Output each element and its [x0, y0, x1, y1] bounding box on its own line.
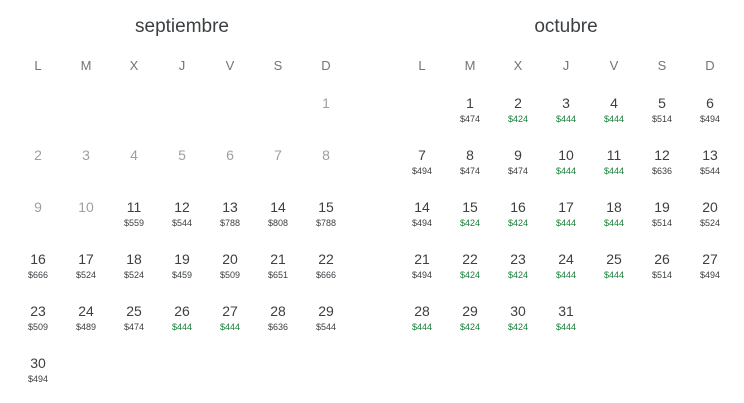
day-cell [62, 138, 110, 190]
day-price: $444 [555, 218, 577, 228]
day-price: $424 [507, 218, 529, 228]
day-cell[interactable] [542, 294, 590, 346]
day-price: $494 [699, 114, 721, 124]
day-cell[interactable] [494, 138, 542, 190]
day-price: $444 [555, 322, 577, 332]
day-price: $788 [315, 218, 337, 228]
empty-cell [158, 86, 206, 138]
day-price: $494 [411, 270, 433, 280]
day-number: 9 [34, 199, 42, 215]
day-cell[interactable] [542, 86, 590, 138]
day-cell[interactable] [206, 190, 254, 242]
weekday-label: S [657, 58, 667, 73]
day-number: 10 [78, 199, 94, 215]
weekday-header [398, 58, 734, 73]
day-price: $524 [699, 218, 721, 228]
day-number: 2 [514, 95, 522, 111]
day-price: $444 [219, 322, 241, 332]
day-number: 1 [466, 95, 474, 111]
day-price: $808 [267, 218, 289, 228]
empty-cell [254, 86, 302, 138]
day-cell[interactable] [302, 242, 350, 294]
day-price: $424 [459, 322, 481, 332]
day-grid [398, 86, 734, 346]
day-number: 9 [514, 147, 522, 163]
weekday-label: V [225, 58, 235, 73]
day-number: 5 [178, 147, 186, 163]
day-grid [14, 86, 350, 398]
day-price: $494 [699, 270, 721, 280]
day-cell[interactable] [14, 294, 62, 346]
day-price: $444 [603, 270, 625, 280]
weekday-label: L [418, 58, 426, 73]
day-cell [302, 138, 350, 190]
calendar-month-october [398, 0, 734, 403]
day-number: 25 [606, 251, 622, 267]
day-number: 26 [654, 251, 670, 267]
weekday-label: J [178, 58, 186, 73]
day-cell[interactable] [590, 242, 638, 294]
day-cell [302, 86, 350, 138]
day-number: 28 [414, 303, 430, 319]
day-number: 17 [78, 251, 94, 267]
day-price: $444 [603, 218, 625, 228]
day-cell[interactable] [398, 138, 446, 190]
day-number: 27 [222, 303, 238, 319]
day-number: 24 [78, 303, 94, 319]
day-cell[interactable] [158, 294, 206, 346]
day-cell[interactable] [638, 242, 686, 294]
day-number: 15 [462, 199, 478, 215]
day-number: 16 [510, 199, 526, 215]
day-cell[interactable] [158, 190, 206, 242]
day-cell[interactable] [446, 242, 494, 294]
day-cell[interactable] [302, 294, 350, 346]
day-price: $444 [555, 114, 577, 124]
day-number: 5 [658, 95, 666, 111]
day-cell[interactable] [638, 138, 686, 190]
day-price: $424 [507, 322, 529, 332]
month-title: septiembre [135, 16, 229, 37]
day-number: 25 [126, 303, 142, 319]
day-price: $524 [123, 270, 145, 280]
day-cell [254, 138, 302, 190]
day-price: $666 [27, 270, 49, 280]
day-number: 29 [462, 303, 478, 319]
weekday-label: X [129, 58, 139, 73]
day-price: $544 [315, 322, 337, 332]
day-cell[interactable] [446, 294, 494, 346]
day-cell[interactable] [62, 294, 110, 346]
day-number: 13 [702, 147, 718, 163]
day-number: 8 [466, 147, 474, 163]
day-number: 31 [558, 303, 574, 319]
day-cell[interactable] [14, 242, 62, 294]
day-cell[interactable] [590, 138, 638, 190]
day-number: 18 [606, 199, 622, 215]
day-number: 13 [222, 199, 238, 215]
weekday-header [14, 58, 350, 73]
day-number: 2 [34, 147, 42, 163]
day-number: 16 [30, 251, 46, 267]
day-price: $636 [267, 322, 289, 332]
day-number: 3 [562, 95, 570, 111]
day-cell[interactable] [398, 242, 446, 294]
day-number: 17 [558, 199, 574, 215]
day-cell [62, 190, 110, 242]
day-price: $651 [267, 270, 289, 280]
day-number: 22 [462, 251, 478, 267]
day-number: 6 [706, 95, 714, 111]
day-price: $474 [459, 166, 481, 176]
day-number: 21 [270, 251, 286, 267]
weekday-label: L [34, 58, 42, 73]
day-price: $514 [651, 270, 673, 280]
day-cell[interactable] [254, 294, 302, 346]
day-cell[interactable] [446, 138, 494, 190]
day-cell[interactable] [494, 86, 542, 138]
day-price: $514 [651, 218, 673, 228]
day-number: 27 [702, 251, 718, 267]
day-price: $509 [27, 322, 49, 332]
day-price: $424 [507, 114, 529, 124]
day-cell[interactable] [494, 242, 542, 294]
day-cell [14, 138, 62, 190]
day-number: 23 [30, 303, 46, 319]
day-cell[interactable] [686, 86, 734, 138]
day-number: 18 [126, 251, 142, 267]
day-price: $474 [459, 114, 481, 124]
day-price: $444 [555, 166, 577, 176]
day-price: $514 [651, 114, 673, 124]
day-number: 29 [318, 303, 334, 319]
day-number: 8 [322, 147, 330, 163]
day-number: 14 [414, 199, 430, 215]
weekday-label: V [609, 58, 619, 73]
day-number: 21 [414, 251, 430, 267]
day-number: 30 [30, 355, 46, 371]
day-cell [110, 138, 158, 190]
day-number: 1 [322, 95, 330, 111]
day-price: $424 [459, 218, 481, 228]
day-number: 11 [606, 147, 622, 163]
day-cell[interactable] [446, 190, 494, 242]
day-price: $424 [507, 270, 529, 280]
day-price: $444 [171, 322, 193, 332]
day-number: 15 [318, 199, 334, 215]
day-cell[interactable] [302, 190, 350, 242]
day-number: 4 [130, 147, 138, 163]
day-number: 30 [510, 303, 526, 319]
day-cell[interactable] [254, 242, 302, 294]
day-cell [14, 190, 62, 242]
day-cell[interactable] [542, 190, 590, 242]
day-cell [206, 138, 254, 190]
empty-cell [62, 86, 110, 138]
day-number: 3 [82, 147, 90, 163]
day-price: $494 [411, 218, 433, 228]
day-cell[interactable] [254, 190, 302, 242]
day-cell[interactable] [494, 190, 542, 242]
day-cell[interactable] [110, 242, 158, 294]
day-cell[interactable] [638, 86, 686, 138]
day-price: $474 [123, 322, 145, 332]
month-title: octubre [534, 16, 598, 37]
calendar-month-september [14, 0, 350, 403]
day-cell[interactable] [110, 190, 158, 242]
empty-cell [14, 86, 62, 138]
day-cell[interactable] [398, 190, 446, 242]
day-cell[interactable] [542, 138, 590, 190]
weekday-label: M [80, 58, 92, 73]
day-price: $444 [411, 322, 433, 332]
day-cell[interactable] [398, 294, 446, 346]
day-price: $444 [555, 270, 577, 280]
day-number: 14 [270, 199, 286, 215]
day-price: $559 [123, 218, 145, 228]
day-number: 12 [174, 199, 190, 215]
day-cell [158, 138, 206, 190]
day-price: $444 [603, 166, 625, 176]
day-number: 6 [226, 147, 234, 163]
day-cell[interactable] [590, 86, 638, 138]
day-number: 12 [654, 147, 670, 163]
day-number: 28 [270, 303, 286, 319]
day-price: $424 [459, 270, 481, 280]
day-cell[interactable] [686, 242, 734, 294]
day-cell[interactable] [110, 294, 158, 346]
empty-cell [398, 86, 446, 138]
day-number: 22 [318, 251, 334, 267]
day-price: $524 [75, 270, 97, 280]
day-cell[interactable] [590, 190, 638, 242]
day-cell[interactable] [542, 242, 590, 294]
day-price: $544 [699, 166, 721, 176]
day-price: $489 [75, 322, 97, 332]
day-price: $636 [651, 166, 673, 176]
day-price: $494 [27, 374, 49, 384]
weekday-label: M [464, 58, 476, 73]
day-cell[interactable] [686, 138, 734, 190]
weekday-label: S [273, 58, 283, 73]
day-cell[interactable] [158, 242, 206, 294]
day-cell[interactable] [62, 242, 110, 294]
day-number: 24 [558, 251, 574, 267]
weekday-label: J [562, 58, 570, 73]
day-number: 20 [222, 251, 238, 267]
day-number: 7 [274, 147, 282, 163]
day-cell[interactable] [446, 86, 494, 138]
day-cell[interactable] [14, 346, 62, 398]
weekday-label: X [513, 58, 523, 73]
day-price: $459 [171, 270, 193, 280]
day-price: $666 [315, 270, 337, 280]
day-cell[interactable] [206, 294, 254, 346]
day-cell[interactable] [686, 190, 734, 242]
day-price: $494 [411, 166, 433, 176]
day-number: 23 [510, 251, 526, 267]
day-price: $544 [171, 218, 193, 228]
day-number: 20 [702, 199, 718, 215]
day-number: 10 [558, 147, 574, 163]
day-number: 11 [126, 199, 142, 215]
day-number: 7 [418, 147, 426, 163]
weekday-label: D [321, 58, 331, 73]
day-number: 26 [174, 303, 190, 319]
day-cell[interactable] [494, 294, 542, 346]
day-price: $474 [507, 166, 529, 176]
day-number: 19 [654, 199, 670, 215]
day-price: $444 [603, 114, 625, 124]
empty-cell [206, 86, 254, 138]
day-price: $788 [219, 218, 241, 228]
weekday-label: D [705, 58, 715, 73]
day-cell[interactable] [638, 190, 686, 242]
day-cell[interactable] [206, 242, 254, 294]
day-number: 19 [174, 251, 190, 267]
empty-cell [110, 86, 158, 138]
day-number: 4 [610, 95, 618, 111]
day-price: $509 [219, 270, 241, 280]
